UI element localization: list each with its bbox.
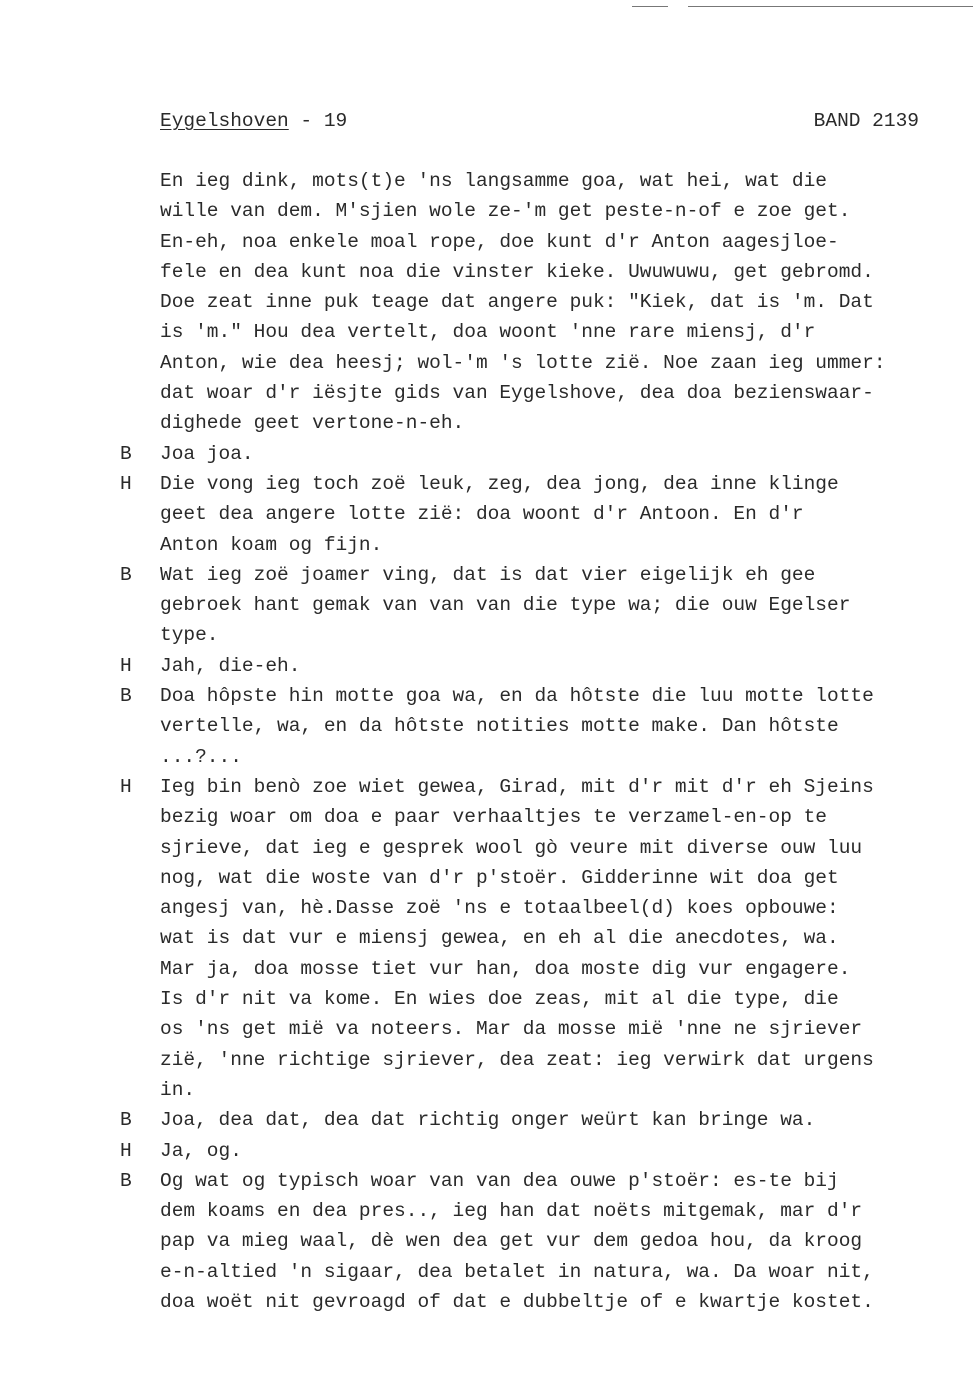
turn-text: [160, 1166, 950, 1317]
speaker-label: H: [120, 775, 132, 798]
speaker-label: H: [120, 654, 132, 677]
turn-text: [160, 469, 950, 560]
text-line: e-n-altied 'n sigaar, dea betalet in natura, wa. Da woar nit,: [160, 1260, 874, 1283]
text-line: nog, wat die woste van d'r p'stoër. Gidderinne wit doa get: [160, 866, 839, 889]
text-line: dat woar d'r iësjte gids van Eygelshove, dea doa bezienswaar-: [160, 382, 874, 405]
header-page-number: - 19: [288, 110, 348, 132]
text-line: gebroek hant gemak van van van die type wa; die ouw Egelser: [160, 594, 851, 617]
text-line: Joa joa.: [160, 442, 254, 465]
transcript-turn: [0, 772, 973, 1105]
text-line: in.: [160, 1078, 196, 1101]
turn-text: [160, 681, 950, 772]
scan-edge-line-short: [632, 6, 668, 7]
text-line: sjrieve, dat ieg e gesprek wool gò veure mit diverse ouw luu: [160, 836, 863, 859]
text-line: Doa hôpste hin motte goa wa, en da hôtste die luu motte lotte: [160, 685, 874, 708]
text-line: angesj van, hè.Dasse zoë 'ns e totaalbeel(d) koes opbouwe:: [160, 897, 839, 920]
turn-text: [160, 772, 950, 1105]
text-line: is 'm." Hou dea vertelt, doa woont 'nne rare miensj, d'r: [160, 321, 816, 344]
text-line: pap va mieg waal, dè wen dea get vur dem gedoa hou, da kroog: [160, 1230, 863, 1253]
turn-text: [160, 439, 950, 469]
header-place: Eygelshoven: [160, 110, 289, 132]
transcript-turn: [0, 166, 973, 439]
text-line: Wat ieg zoë joamer ving, dat is dat vier eigelijk eh gee: [160, 563, 816, 586]
speaker-label: B: [120, 1169, 132, 1192]
turn-text: [160, 1136, 950, 1166]
page-header: [160, 106, 919, 136]
text-line: Jah, die-eh.: [160, 654, 301, 677]
header-band: BAND 2139: [813, 110, 919, 132]
text-line: En ieg dink, mots(t)e 'ns langsamme goa, wat hei, wat die: [160, 170, 828, 192]
text-line: bezig woar om doa e paar verhaaltjes te verzamel-en-op te: [160, 806, 828, 829]
turn-text: [160, 1105, 950, 1135]
speaker-label: B: [120, 685, 132, 708]
text-line: wat is dat vur e miensj gewea, en eh al die anecdotes, wa.: [160, 927, 839, 950]
text-line: os 'ns get mië va noteers. Mar da mosse mië 'nne ne sjriever: [160, 1018, 863, 1041]
scan-edge-line-long: [688, 6, 973, 7]
text-line: Ja, og.: [160, 1139, 242, 1162]
text-line: Joa, dea dat, dea dat richtig onger weürt kan bringe wa.: [160, 1109, 816, 1132]
header-left: [160, 106, 347, 136]
transcript-turn: [0, 651, 973, 681]
text-line: dem koams en dea pres.., ieg han dat noëts mitgemak, mar d'r: [160, 1200, 863, 1223]
text-line: zië, 'nne richtige sjriever, dea zeat: ieg verwirk dat urgens: [160, 1048, 874, 1071]
transcript-turn: [0, 681, 973, 772]
speaker-label: B: [120, 442, 132, 465]
speaker-label: B: [120, 1109, 132, 1132]
text-line: Mar ja, doa mosse tiet vur han, doa moste dig vur engagere.: [160, 957, 851, 980]
transcript-turn: [0, 439, 973, 469]
transcript: [0, 166, 973, 1317]
text-line: Anton, wie dea heesj; wol-'m 's lotte zië. Noe zaan ieg ummer:: [160, 351, 886, 374]
text-line: Is d'r nit va kome. En wies doe zeas, mit al die type, die: [160, 988, 839, 1011]
speaker-label: H: [120, 472, 132, 495]
text-line: doa woët nit gevroagd of dat e dubbeltje of e kwartje kostet.: [160, 1290, 874, 1313]
text-line: Anton koam og fijn.: [160, 533, 383, 556]
text-line: vertelle, wa, en da hôtste notities motte make. Dan hôtste: [160, 715, 839, 738]
text-line: Ieg bin benò zoe wiet gewea, Girad, mit d'r mit d'r eh Sjeins: [160, 775, 874, 798]
text-line: fele en dea kunt noa die vinster kieke. Uwuwuwu, get gebromd.: [160, 260, 874, 283]
speaker-label: H: [120, 1139, 132, 1162]
turn-text: [160, 560, 950, 651]
transcript-turn: [0, 1136, 973, 1166]
text-line: Og wat og typisch woar van van dea ouwe p'stoër: es-te bij: [160, 1169, 839, 1192]
text-line: Doe zeat inne puk teage dat angere puk: "Kiek, dat is 'm. Dat: [160, 291, 874, 314]
text-line: dighede geet vertone-n-eh.: [160, 412, 465, 435]
turn-text: [160, 166, 950, 439]
text-line: ...?...: [160, 745, 242, 768]
speaker-label: B: [120, 563, 132, 586]
text-line: type.: [160, 624, 219, 647]
transcript-turn: [0, 469, 973, 560]
transcript-turn: [0, 1105, 973, 1135]
transcript-turn: [0, 1166, 973, 1317]
text-line: En-eh, noa enkele moal rope, doe kunt d'r Anton aagesjloe-: [160, 230, 839, 253]
turn-text: [160, 651, 950, 681]
text-line: geet dea angere lotte zië: doa woont d'r Antoon. En d'r: [160, 503, 804, 526]
text-line: Die vong ieg toch zoë leuk, zeg, dea jong, dea inne klinge: [160, 472, 839, 495]
transcript-turn: [0, 560, 973, 651]
text-line: wille van dem. M'sjien wole ze-'m get peste-n-of e zoe get.: [160, 200, 851, 223]
